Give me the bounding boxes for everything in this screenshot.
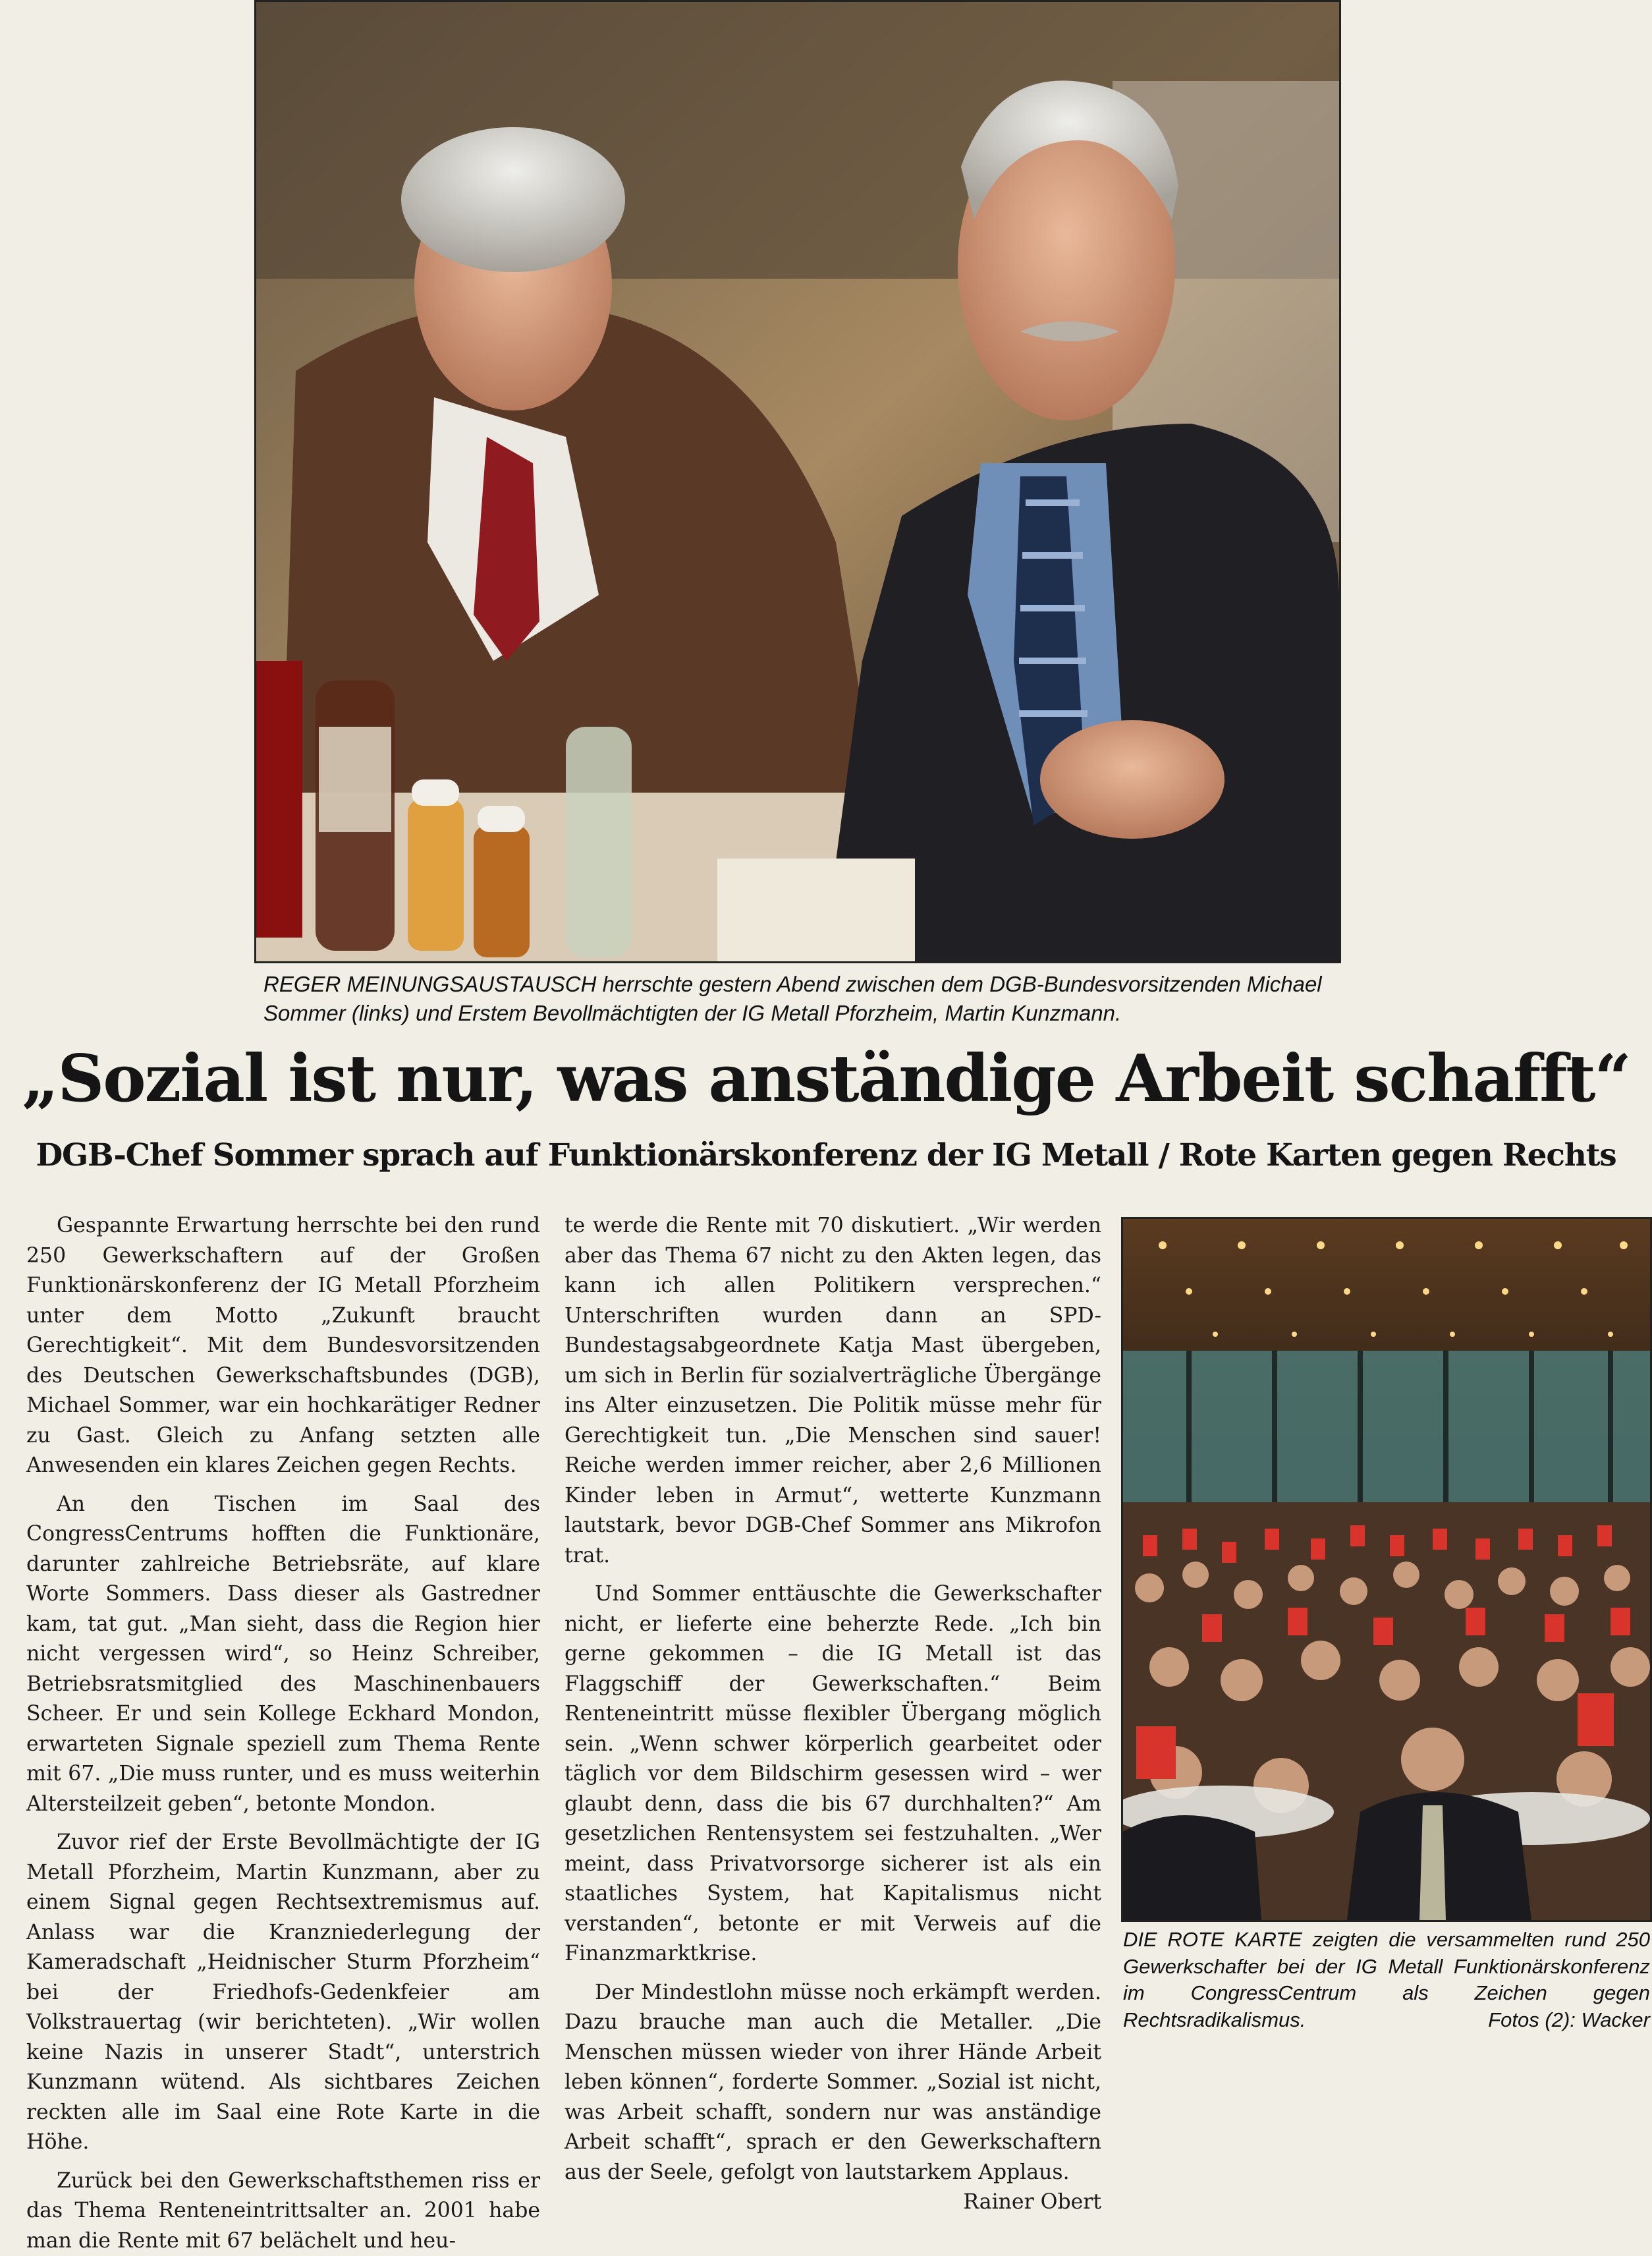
paragraph-final <box>564 1978 1101 2188</box>
photo-credit: Fotos (2): Wacker <box>1488 2007 1650 2034</box>
side-caption-lead: DIE ROTE KARTE <box>1123 1928 1302 1951</box>
paragraph: Zurück bei den Gewerkschaftsthemen riss er das Thema Renteneintrittsalter an. 2001 habe man die Rente mit 67 belächelt und heu- <box>26 2166 540 2256</box>
paragraph: An den Tischen im Saal des CongressCentrums hofften die Funktionäre, darunter zahlreiche Betriebsräte, auf klare Worte Sommers. Dass dieser als Gastredner kam, tat gut. „Man sieht, dass die Region hier nicht vergessen wird“, so Heinz Schreiber, Betriebsratsmitglied des Maschinenbauers Scheer. Er und sein Kollege Eckhard Mondon, erwarteten Signale speziell zum Thema Rente mit 67. „Die muss runter, und es muss weiterhin Altersteilzeit geben“, betonte Mondon. <box>26 1490 540 1820</box>
article-column-1 <box>26 1211 540 2256</box>
article-column-2 <box>564 1211 1101 2218</box>
photo-red-cards <box>1121 1217 1652 1922</box>
top-photo-caption <box>263 970 1344 1028</box>
photo-sommer-kunzmann <box>254 0 1341 963</box>
author-byline: Rainer Obert <box>933 2187 1101 2218</box>
paragraph: Zuvor rief der Erste Bevollmächtigte der IG Metall Pforzheim, Martin Kunzmann, aber zu einem Signal gegen Rechtsextremismus auf. Anlass war die Kranzniederlegung der Kameradschaft „Heidnischer Sturm Pforzheim“ bei der Friedhofs-Gedenkfeier am Volkstrauertag (wir berichteten). „Wir wollen keine Nazis in unserer Stadt“, unterstrich Kunzmann wütend. Als sichtbares Zeichen reckten alle im Saal eine Rote Karte in die Höhe. <box>26 1828 540 2158</box>
article-subheadline: DGB-Chef Sommer sprach auf Funktionärskonferenz der IG Metall / Rote Karten gegen Rechts <box>0 1137 1652 1173</box>
paragraph: Gespannte Erwartung herrschte bei den rund 250 Gewerkschaftern auf der Großen Funktionärskonferenz der IG Metall Pforzheim unter dem Motto „Zukunft braucht Gerechtigkeit“. Mit dem Bundesvorsitzenden des Deutschen Gewerkschaftsbundes (DGB), Michael Sommer, war ein hochkarätiger Redner zu Gast. Gleich zu Anfang setzten alle Anwesenden ein klares Zeichen gegen Rechts. <box>26 1211 540 1481</box>
paragraph: te werde die Rente mit 70 diskutiert. „Wir werden aber das Thema 67 nicht zu den Akten legen, das kann ich allen Politikern versprechen.“ Unterschriften wurden dann an SPD-Bundestagsabgeordnete Katja Mast übergeben, um sich in Berlin für sozialverträgliche Übergänge ins Alter einzusetzen. Die Politik müsse mehr für Gerechtigkeit tun. „Die Menschen sind sauer! Reiche werden immer reicher, aber 2,6 Millionen Kinder leben in Armut“, wetterte Kunzmann lautstark, bevor DGB-Chef Sommer ans Mikrofon trat. <box>564 1211 1101 1571</box>
side-photo-caption <box>1123 1927 1650 2033</box>
article-headline: „Sozial ist nur, was anständige Arbeit schafft“ <box>0 1041 1652 1117</box>
top-caption-lead: REGER MEINUNGSAUSTAUSCH <box>263 972 596 996</box>
paragraph: Und Sommer enttäuschte die Gewerkschafter nicht, er lieferte eine beherzte Rede. „Ich bin gerne gekommen – die IG Metall ist das Flaggschiff der Gewerkschaften.“ Beim Renteneintritt müsse flexibler Übergang möglich sein. „Wenn schwer körperlich gearbeitet oder täglich vor dem Bildschirm gesessen wird – wer glaubt denn, dass die bis 67 durchhalten?“ Am gesetzlichen Rentensystem sei festzuhalten. „Wer meint, dass Privatvorsorge sicherer ist als ein staatliches System, hat Kapitalismus nicht verstanden“, betonte er mit Verweis auf die Finanzmarktkrise. <box>564 1579 1101 1969</box>
paragraph-text: Der Mindestlohn müsse noch erkämpft werden. Dazu brauche man auch die Metaller. „Die Menschen müssen wieder von ihrer Hände Arbeit leben können“, forderte Sommer. „Sozial ist nicht, was Arbeit schafft, sondern nur was anständige Arbeit schafft“, sprach er den Gewerkschaftern aus der Seele, gefolgt von lautstarkem Applaus. <box>564 1981 1101 2184</box>
side-caption-text: zeigten die versammelten rund 250 Gewerkschafter bei der IG Metall Funktionärskonferenz im CongressCentrum als Zeichen gegen Rechtsradikalismus. <box>1123 1928 1650 2031</box>
top-caption-text: herrschte gestern Abend zwischen dem DGB-Bundesvorsitzenden Michael Sommer (links) und Erstem Bevollmächtigten der IG Metall Pforzheim, Martin Kunzmann. <box>263 972 1322 1025</box>
